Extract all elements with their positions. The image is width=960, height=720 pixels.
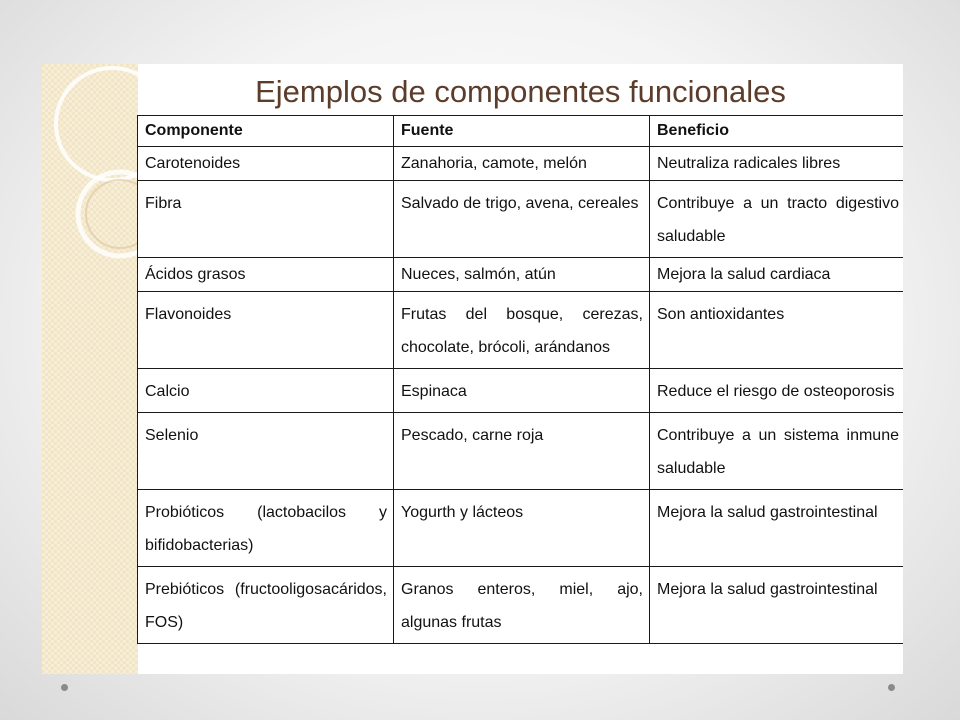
slide xyxy=(42,64,903,674)
cell-beneficio: Contribuye a un sistema inmune saludable xyxy=(650,413,904,490)
cell-fuente: Granos enteros, miel, ajo, algunas frutas xyxy=(394,567,650,644)
table-row xyxy=(138,292,904,369)
cell-componente: Prebióticos (fructooligosacáridos, FOS) xyxy=(138,567,394,644)
slide-corner-dot-left xyxy=(61,684,68,691)
cell-beneficio: Mejora la salud gastrointestinal xyxy=(650,490,904,567)
table-row xyxy=(138,369,904,413)
table-row xyxy=(138,147,904,181)
cell-beneficio: Mejora la salud gastrointestinal xyxy=(650,567,904,644)
table-row xyxy=(138,567,904,644)
cell-fuente: Yogurth y lácteos xyxy=(394,490,650,567)
cell-componente: Calcio xyxy=(138,369,394,413)
cell-fuente: Espinaca xyxy=(394,369,650,413)
cell-fuente: Salvado de trigo, avena, cereales xyxy=(394,181,650,258)
table-row xyxy=(138,490,904,567)
cell-beneficio: Reduce el riesgo de osteoporosis xyxy=(650,369,904,413)
table-row xyxy=(138,258,904,292)
slide-title: Ejemplos de componentes funcionales xyxy=(255,74,786,109)
cell-componente: Flavonoides xyxy=(138,292,394,369)
table-row xyxy=(138,181,904,258)
header-fuente: Fuente xyxy=(394,116,650,147)
table-header-row xyxy=(138,116,904,147)
table-row xyxy=(138,413,904,490)
cell-beneficio: Neutraliza radicales libres xyxy=(650,147,904,181)
cell-beneficio: Son antioxidantes xyxy=(650,292,904,369)
cell-componente: Selenio xyxy=(138,413,394,490)
cell-beneficio: Contribuye a un tracto digestivo saludable xyxy=(650,181,904,258)
decorative-rings xyxy=(42,64,138,674)
cell-componente: Probióticos (lactobacilos y bifidobacterias) xyxy=(138,490,394,567)
cell-fuente: Zanahoria, camote, melón xyxy=(394,147,650,181)
cell-componente: Ácidos grasos xyxy=(138,258,394,292)
cell-beneficio: Mejora la salud cardiaca xyxy=(650,258,904,292)
header-componente: Componente xyxy=(138,116,394,147)
cell-fuente: Frutas del bosque, cerezas, chocolate, brócoli, arándanos xyxy=(394,292,650,369)
components-table xyxy=(137,115,903,644)
cell-componente: Fibra xyxy=(138,181,394,258)
header-beneficio: Beneficio xyxy=(650,116,904,147)
cell-fuente: Nueces, salmón, atún xyxy=(394,258,650,292)
slide-corner-dot-right xyxy=(888,684,895,691)
cell-componente: Carotenoides xyxy=(138,147,394,181)
cell-fuente: Pescado, carne roja xyxy=(394,413,650,490)
